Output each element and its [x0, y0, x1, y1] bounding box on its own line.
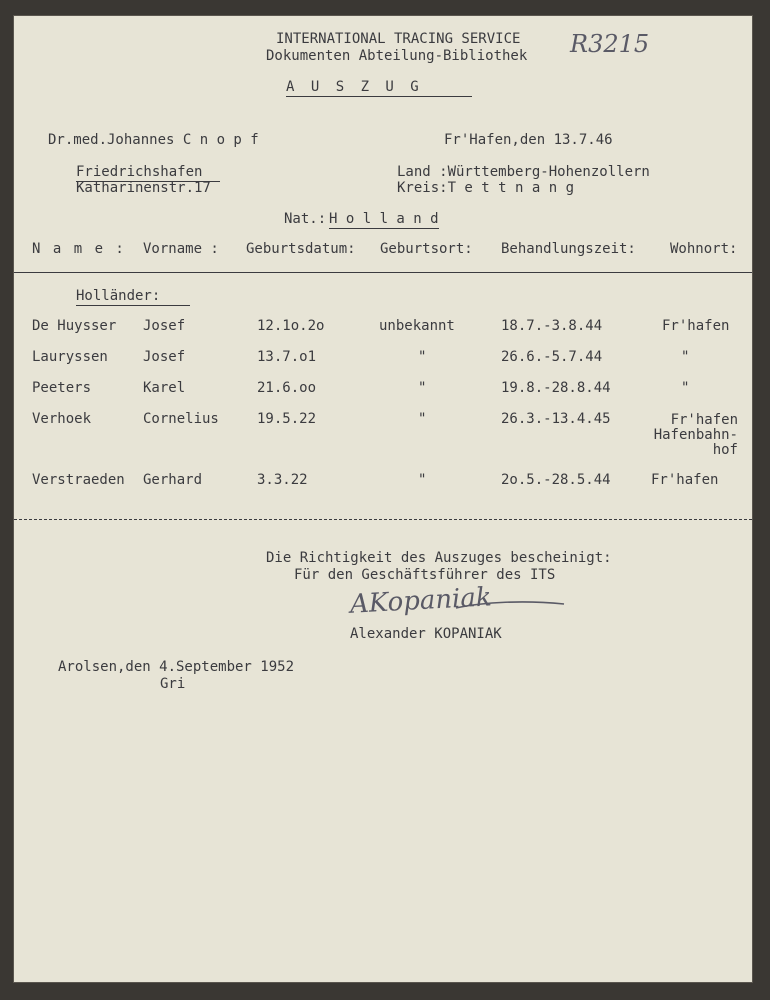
cell-wohnort: Fr'hafen Hafenbahn- hof	[653, 412, 738, 458]
cell-name: Verhoek	[32, 411, 92, 427]
nationality-label: Nat.:	[284, 211, 327, 227]
footer-place-date: Arolsen,den 4.September 1952	[58, 659, 295, 675]
physician-city: Friedrichshafen	[76, 164, 220, 182]
nationality-value: H o l l a n d	[329, 211, 439, 227]
physician-name: Dr.med.Johannes C n o p f	[48, 132, 259, 148]
cell-geburtsdatum: 21.6.oo	[257, 380, 317, 396]
org-name: INTERNATIONAL TRACING SERVICE	[276, 31, 521, 47]
group-label: Holländer:	[76, 288, 190, 306]
cell-wohnort: "	[681, 380, 690, 396]
cell-behandlungszeit: 18.7.-3.8.44	[501, 318, 603, 334]
col-header-name: N a m e :	[32, 241, 126, 257]
cell-name: De Huysser	[32, 318, 117, 334]
cell-vorname: Josef	[143, 318, 186, 334]
cell-behandlungszeit: 19.8.-28.8.44	[501, 380, 611, 396]
col-header-vorname: Vorname :	[143, 241, 219, 257]
cell-geburtsdatum: 19.5.22	[257, 411, 317, 427]
physician-street: Katharinenstr.17	[76, 180, 211, 196]
document-title: A U S Z U G	[286, 79, 472, 97]
col-header-behandlungszeit: Behandlungszeit:	[501, 241, 636, 257]
col-header-wohnort: Wohnort:	[670, 241, 738, 257]
cell-geburtsort: "	[418, 472, 427, 488]
certification-line-1: Die Richtigkeit des Auszuges bescheinigt:	[266, 550, 612, 566]
cell-behandlungszeit: 2o.5.-28.5.44	[501, 472, 611, 488]
table-end-divider	[14, 519, 752, 520]
cell-behandlungszeit: 26.6.-5.7.44	[501, 349, 603, 365]
header-divider	[14, 272, 752, 273]
cell-geburtsdatum: 12.1o.2o	[257, 318, 325, 334]
kreis: Kreis:T e t t n a n g	[397, 180, 575, 196]
cell-wohnort: Fr'hafen	[651, 472, 719, 488]
signature: AKopaniak	[349, 582, 493, 620]
cell-geburtsort: "	[418, 349, 427, 365]
cell-geburtsort: "	[418, 411, 427, 427]
signature-flourish-icon	[454, 598, 566, 612]
handwritten-reference: R3215	[570, 30, 650, 58]
col-header-geburtsort: Geburtsort:	[380, 241, 473, 257]
cell-geburtsdatum: 13.7.o1	[257, 349, 317, 365]
cell-wohnort: Fr'hafen	[662, 318, 730, 334]
cell-geburtsdatum: 3.3.22	[257, 472, 308, 488]
cell-vorname: Gerhard	[143, 472, 203, 488]
cell-behandlungszeit: 26.3.-13.4.45	[501, 411, 611, 427]
document-page	[14, 16, 752, 982]
certification-line-2: Für den Geschäftsführer des ITS	[294, 567, 556, 583]
col-header-geburtsdatum: Geburtsdatum:	[246, 241, 356, 257]
department-name: Dokumenten Abteilung-Bibliothek	[266, 48, 528, 64]
cell-wohnort: "	[681, 349, 690, 365]
cell-geburtsort: unbekannt	[379, 318, 455, 334]
cell-vorname: Karel	[143, 380, 186, 396]
cell-geburtsort: "	[418, 380, 427, 396]
cell-name: Verstraeden	[32, 472, 125, 488]
signer-name: Alexander KOPANIAK	[350, 626, 502, 642]
place-date: Fr'Hafen,den 13.7.46	[444, 132, 613, 148]
cell-vorname: Josef	[143, 349, 186, 365]
cell-name: Peeters	[32, 380, 92, 396]
land: Land :Württemberg-Hohenzollern	[397, 164, 650, 180]
cell-vorname: Cornelius	[143, 411, 219, 427]
cell-name: Lauryssen	[32, 349, 108, 365]
footer-initials: Gri	[160, 676, 186, 692]
